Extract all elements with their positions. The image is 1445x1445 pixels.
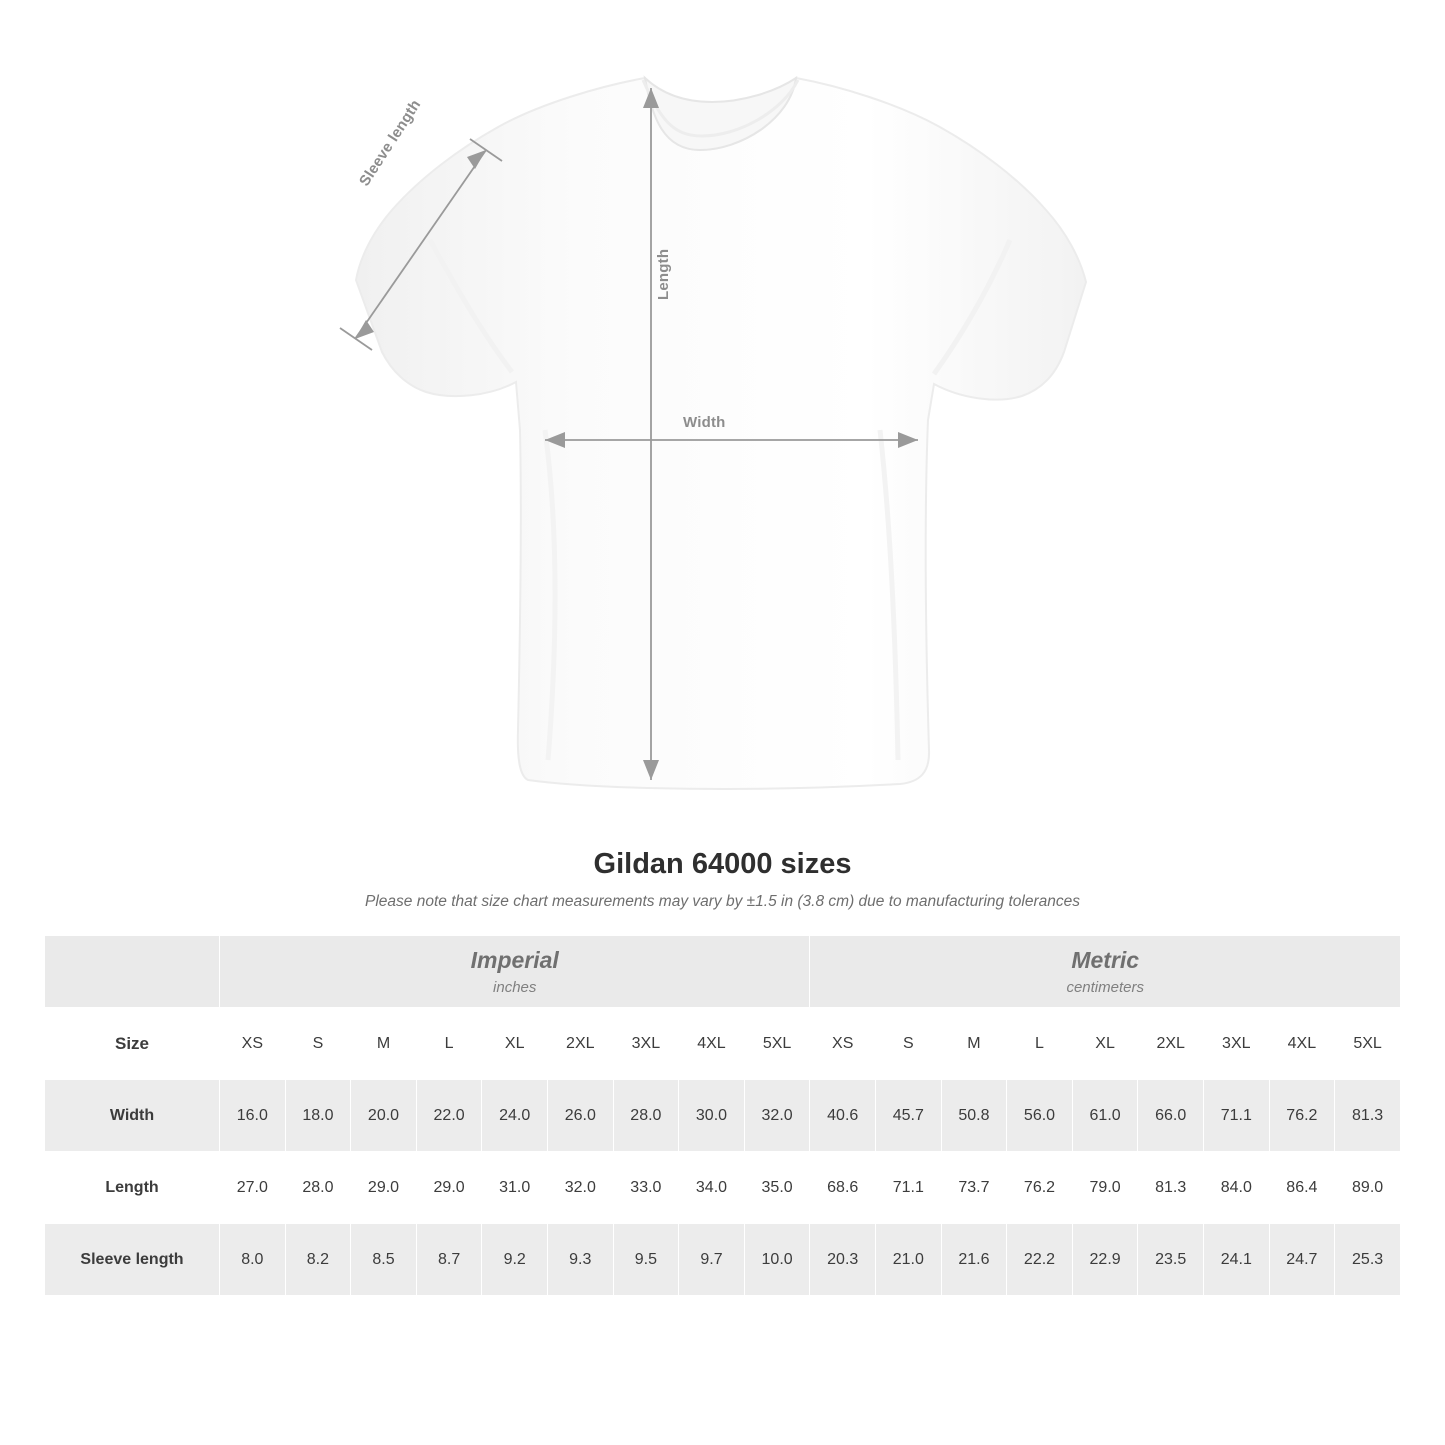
measurement-cell: 71.1 xyxy=(876,1152,942,1224)
measurement-cell: 81.3 xyxy=(1138,1152,1204,1224)
unit-group-imperial xyxy=(220,936,810,1008)
measurement-cell: 61.0 xyxy=(1072,1080,1138,1152)
table-row xyxy=(45,1152,1401,1224)
measurement-cell: 76.2 xyxy=(1269,1080,1335,1152)
size-header-cell: 3XL xyxy=(613,1008,679,1080)
size-header-cell: M xyxy=(941,1008,1007,1080)
measurement-cell: 40.6 xyxy=(810,1080,876,1152)
measurement-cell: 10.0 xyxy=(744,1224,810,1296)
size-chart-table xyxy=(44,935,1401,1296)
measurement-cell: 22.0 xyxy=(416,1080,482,1152)
measurement-cell: 25.3 xyxy=(1335,1224,1401,1296)
measurement-cell: 32.0 xyxy=(547,1152,613,1224)
measurement-cell: 28.0 xyxy=(285,1152,351,1224)
width-label: Width xyxy=(683,414,726,431)
size-header-cell: L xyxy=(1007,1008,1073,1080)
measurement-cell: 33.0 xyxy=(613,1152,679,1224)
size-header-cell: 4XL xyxy=(1269,1008,1335,1080)
table-row xyxy=(45,1080,1401,1152)
measurement-cell: 9.3 xyxy=(547,1224,613,1296)
size-header-cell: XL xyxy=(482,1008,548,1080)
size-header-cell: 5XL xyxy=(1335,1008,1401,1080)
size-header-cell: L xyxy=(416,1008,482,1080)
sleeve-length-label: Sleeve length xyxy=(356,96,425,190)
measurement-cell: 18.0 xyxy=(285,1080,351,1152)
measurement-cell: 28.0 xyxy=(613,1080,679,1152)
measurement-cell: 76.2 xyxy=(1007,1152,1073,1224)
measurement-cell: 9.5 xyxy=(613,1224,679,1296)
length-label: Length xyxy=(655,248,672,300)
measurement-cell: 8.0 xyxy=(220,1224,286,1296)
page-title: Gildan 64000 sizes xyxy=(593,848,852,880)
measurement-cell: 22.2 xyxy=(1007,1224,1073,1296)
measurement-cell: 27.0 xyxy=(220,1152,286,1224)
size-header-cell: M xyxy=(351,1008,417,1080)
measurement-cell: 29.0 xyxy=(351,1152,417,1224)
measurement-cell: 35.0 xyxy=(744,1152,810,1224)
size-chart-table-wrap xyxy=(44,935,1401,1296)
measurement-cell: 21.6 xyxy=(941,1224,1007,1296)
measurement-cell: 50.8 xyxy=(941,1080,1007,1152)
size-header-cell: XS xyxy=(810,1008,876,1080)
size-header-cell: S xyxy=(876,1008,942,1080)
unit-group-title: Imperial xyxy=(470,947,559,974)
measurement-cell: 9.7 xyxy=(679,1224,745,1296)
size-header-cell: 2XL xyxy=(1138,1008,1204,1080)
row-label-sleeve-length: Sleeve length xyxy=(45,1224,220,1296)
measurement-cell: 24.0 xyxy=(482,1080,548,1152)
measurement-cell: 9.2 xyxy=(482,1224,548,1296)
unit-group-title: Metric xyxy=(1071,947,1140,974)
measurement-cell: 34.0 xyxy=(679,1152,745,1224)
measurement-cell: 45.7 xyxy=(876,1080,942,1152)
measurement-cell: 8.7 xyxy=(416,1224,482,1296)
size-header-cell: 5XL xyxy=(744,1008,810,1080)
measurement-cell: 26.0 xyxy=(547,1080,613,1152)
measurement-cell: 16.0 xyxy=(220,1080,286,1152)
size-header-cell: 2XL xyxy=(547,1008,613,1080)
measurement-cell: 23.5 xyxy=(1138,1224,1204,1296)
table-row xyxy=(45,1224,1401,1296)
measurement-cell: 24.1 xyxy=(1203,1224,1269,1296)
measurement-cell: 73.7 xyxy=(941,1152,1007,1224)
size-header-row xyxy=(45,1008,1401,1080)
measurement-cell: 8.2 xyxy=(285,1224,351,1296)
size-header-cell: 3XL xyxy=(1203,1008,1269,1080)
measurement-cell: 30.0 xyxy=(679,1080,745,1152)
measurement-note: Please note that size chart measurements may vary by ±1.5 in (3.8 cm) due to manufacturing tolerances xyxy=(365,893,1080,910)
measurement-cell: 29.0 xyxy=(416,1152,482,1224)
row-label-length: Length xyxy=(45,1152,220,1224)
measurement-cell: 22.9 xyxy=(1072,1224,1138,1296)
measurement-cell: 68.6 xyxy=(810,1152,876,1224)
measurement-cell: 20.3 xyxy=(810,1224,876,1296)
unit-group-subtitle: inches xyxy=(493,978,537,996)
unit-header-row xyxy=(45,936,1401,1008)
size-header-cell: 4XL xyxy=(679,1008,745,1080)
size-header-cell: XL xyxy=(1072,1008,1138,1080)
measurement-cell: 89.0 xyxy=(1335,1152,1401,1224)
measurement-cell: 66.0 xyxy=(1138,1080,1204,1152)
row-label-size: Size xyxy=(45,1008,220,1080)
measurement-cell: 32.0 xyxy=(744,1080,810,1152)
measurement-cell: 31.0 xyxy=(482,1152,548,1224)
measurement-cell: 8.5 xyxy=(351,1224,417,1296)
row-label-width: Width xyxy=(45,1080,220,1152)
measurement-cell: 56.0 xyxy=(1007,1080,1073,1152)
unit-group-subtitle: centimeters xyxy=(1066,978,1144,996)
measurement-cell: 71.1 xyxy=(1203,1080,1269,1152)
unit-header-corner xyxy=(45,936,220,1008)
title-block xyxy=(0,848,1445,911)
size-header-cell: S xyxy=(285,1008,351,1080)
unit-group-metric xyxy=(810,936,1401,1008)
measurement-cell: 81.3 xyxy=(1335,1080,1401,1152)
measurement-cell: 20.0 xyxy=(351,1080,417,1152)
measurement-cell: 24.7 xyxy=(1269,1224,1335,1296)
size-header-cell: XS xyxy=(220,1008,286,1080)
measurement-cell: 84.0 xyxy=(1203,1152,1269,1224)
measurement-cell: 21.0 xyxy=(876,1224,942,1296)
measurement-cell: 79.0 xyxy=(1072,1152,1138,1224)
measurement-cell: 86.4 xyxy=(1269,1152,1335,1224)
